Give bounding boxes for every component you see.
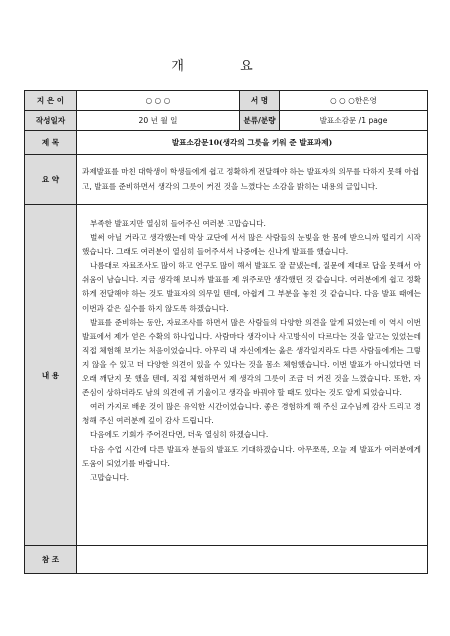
signature-label: 서 명 xyxy=(240,91,280,111)
author-value: ○ ○ ○ xyxy=(77,91,240,111)
reference-value xyxy=(77,546,428,574)
content-paragraph: 다음 수업 시간에 다른 발표자 분들의 발표도 기대하겠습니다. 아무쪼록, 오늘 제 발표가 여러분에게 도움이 되었기를 바랍니다. xyxy=(82,444,421,468)
content-paragraph: 부족한 발표지만 열심히 들어주신 여러분 고맙습니다. xyxy=(90,219,266,228)
category-value: 발표소감문 /1 page xyxy=(280,111,428,131)
content-body xyxy=(77,205,428,546)
content-paragraph: 여러 가지로 배운 것이 많은 유익한 시간이었습니다. 좋은 경험하게 해 주신 교수님께 감사 드리고 경청해 주신 여러분께 깊이 감사 드립니다. xyxy=(82,402,421,426)
date-value: 20 년 월 일 xyxy=(77,111,240,131)
author-label: 지 은 이 xyxy=(25,91,77,111)
document-title: 개 요 xyxy=(171,59,279,74)
category-label: 분류/분량 xyxy=(240,111,280,131)
signature-value: ○ ○ ○한은영 xyxy=(280,91,428,111)
content-paragraph: 나름대로 자료조사도 많이 하고 연구도 많이 해서 발표도 잘 끝냈는데, 질문에 제대로 답을 못해서 아쉬움이 남습니다. 지금 생각해 보니까 발표를 제 위주로만 생각했던 것 같습니다. 여러분에게 쉽고 정확하게 전달해야 하는 것도 발표자의 의무일 텐데, 아쉽게 그 부분을 놓친 것 같습니다. 다음 발표 때에는 이번과 같은 실수를 하지 않도록 하겠습니다. xyxy=(82,261,421,313)
summary-label: 요 약 xyxy=(25,155,77,205)
date-label: 작성일자 xyxy=(25,111,77,131)
content-label: 내 용 xyxy=(25,205,77,546)
summary-form-table xyxy=(24,90,428,574)
summary-text: 과제발표를 마친 대학생이 학생들에게 쉽고 정확하게 전달해야 하는 발표자의 의무를 다하지 못해 아쉽고, 발표를 준비하면서 생각의 그릇이 커진 것을 느꼈다는 소감을 밝히는 내용의 글입니다. xyxy=(77,155,428,205)
content-paragraph: 벌써 아닐 거라고 생각했는데 막상 교단에 서서 많은 사람들의 눈빛을 한 몸에 받으니까 떨리기 시작했습니다. 그래도 여러분이 열심히 들어주셔서 나중에는 신나게 발표를 했습니다. xyxy=(82,233,421,257)
content-paragraph: 다음에도 기회가 주어진다면, 더욱 열심히 하겠습니다. xyxy=(90,430,269,440)
content-paragraph: 고맙습니다. xyxy=(90,472,130,482)
reference-label: 참 조 xyxy=(25,546,77,574)
subject-label: 제 목 xyxy=(25,131,77,155)
content-paragraph: 발표를 준비하는 동안, 자료조사를 하면서 많은 사람들의 다양한 의견을 알게 되었는데 이 역시 이번 발표에서 제가 얻은 수확의 하나입니다. 사람마다 생각이나 사고방식이 다르다는 것을 알고는 있었는데 직접 체험해 보기는 처음이었습니다. 아무리 내 자신에게는 옳은 생각일지라도 다른 사람들에게는 그렇지 않을 수 있고 더 다양한 의견이 있을 수 있다는 것을 몸소 체험했습니다. 이번 발표가 아니었다면 더 오래 깨닫지 못 했을 텐데, 직접 체험하면서 제 생각의 그릇이 조금 더 커진 것을 느꼈습니다. 또한, 자존심이 상하더라도 남의 의견에 귀 기울이고 생각을 바꿔야 할 때도 있다는 것도 알게 되었습니다. xyxy=(82,317,421,398)
subject-value: 발표소감문10(생각의 그릇을 키워 준 발표과제) xyxy=(77,131,428,155)
